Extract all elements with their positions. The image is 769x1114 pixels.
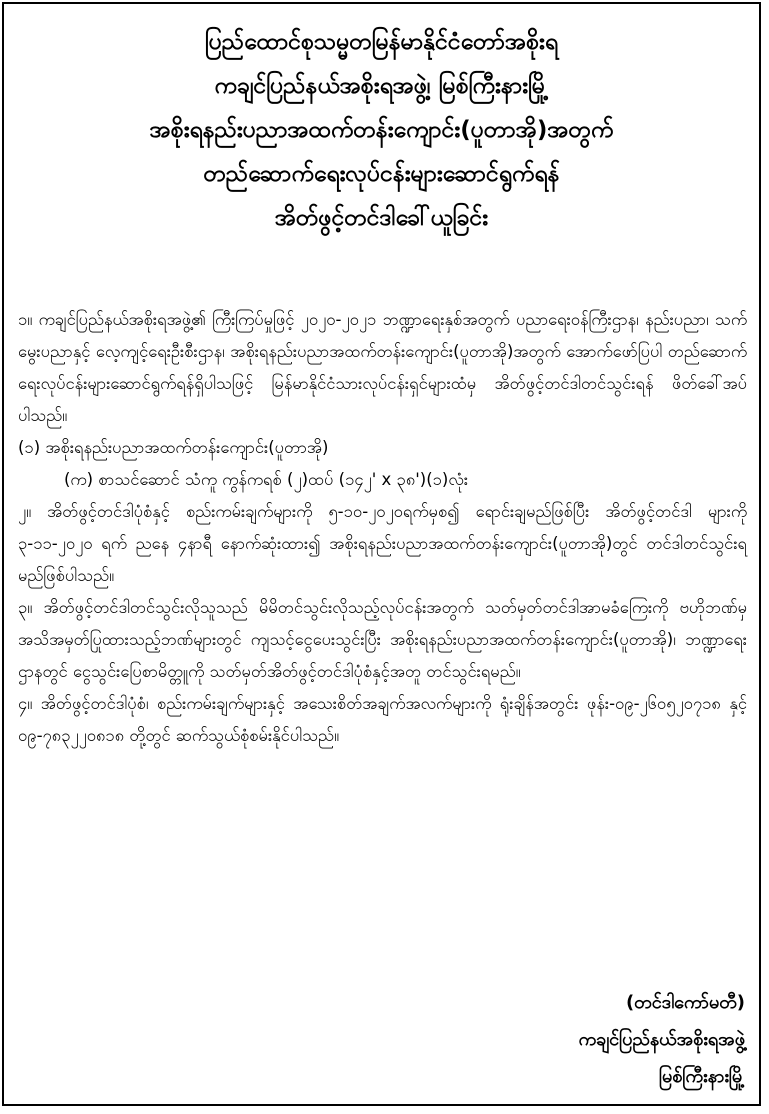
item-1-a: (က) စာသင်ဆောင် သံကူ ကွန်ကရစ် (၂)ထပ် (၁၄၂' x ၃၈')(၁)လုံး <box>64 470 469 489</box>
paragraph-4: ၄။ အိတ်ဖွင့်တင်ဒါပုံစံ၊ စည်းကမ်းချက်များနှင့် အသေးစိတ်အချက်အလက်များကို ရုံးချိန်အတွင်း ဖုန်း-၀၉-၂၆၀၅၂၀၇၁၈ နှင့် ၀၉-၇၈၃၂၂၀၈၁၈ တို့တွင် ဆက်သွယ်စုံစမ်းနိုင်ပါသည်။ <box>18 694 747 745</box>
header-line-2: ကချင်ပြည်နယ်အစိုးရအဖွဲ့၊ မြစ်ကြီးနားမြို့ <box>214 73 549 99</box>
signature-committee: (တင်ဒါကော်မတီ) <box>625 992 745 1013</box>
item-1: (၁) အစိုးရနည်းပညာအထက်တန်းကျောင်း(ပူတာအို) <box>18 438 329 457</box>
tender-notice <box>2 2 761 1106</box>
paragraph-2: ၂။ အိတ်ဖွင့်တင်ဒါပုံစံနှင့် စည်းကမ်းချက်များကို ၅-၁၀-၂၀၂၀ရက်မှစ၍ ရောင်းချမည်ဖြစ်ပြီး အိတ်ဖွင့်တင်ဒါ များကို ၃-၁၁-၂၀၂၀ ရက် ညနေ ၄နာရီ နောက်ဆုံးထား၍ အစိုးရနည်းပညာအထက်တန်းကျောင်း(ပူတာအို)တွင် တင်ဒါတင်သွင်းရမည်ဖြစ်ပါသည်။ <box>18 502 747 585</box>
notice-header <box>4 4 759 240</box>
signature-city: မြစ်ကြီးနားမြို့ <box>658 1066 745 1087</box>
paragraph-1: ၁။ ကချင်ပြည်နယ်အစိုးရအဖွဲ့၏ ကြီးကြပ်မှုဖြင့် ၂၀၂၀-၂၀၂၁ ဘဏ္ဍာရေးနှစ်အတွက် ပညာရေးဝန်ကြီးဌာန၊ နည်းပညာ၊ သက်မွေးပညာနှင့် လေ့ကျင့်ရေးဦးစီးဌာန၊ အစိုးရနည်းပညာအထက်တန်းကျောင်း(ပူတာအို)အတွက် အောက်ဖော်ပြပါ တည်ဆောက်ရေးလုပ်ငန်းများဆောင်ရွက်ရန်ရှိပါသဖြင့် မြန်မာနိုင်ငံသားလုပ်ငန်းရှင်များထံမှ အိတ်ဖွင့်တင်ဒါတင်သွင်းရန် ဖိတ်ခေါ်အပ်ပါသည်။ <box>18 310 747 425</box>
paragraph-3: ၃။ အိတ်ဖွင့်တင်ဒါတင်သွင်းလိုသူသည် မိမိတင်သွင်းလိုသည့်လုပ်ငန်းအတွက် သတ်မှတ်တင်ဒါအာမခံကြေးကို ဗဟိုဘဏ်မှ အသိအမှတ်ပြုထားသည့်ဘဏ်များတွင် ကျသင့်ငွေပေးသွင်းပြီး အစိုးရနည်းပညာအထက်တန်းကျောင်း(ပူတာအို)၊ ဘဏ္ဍာရေးဌာနတွင် ငွေသွင်းပြေစာမိတ္တူကို သတ်မှတ်အိတ်ဖွင့်တင်ဒါပုံစံနှင့်အတူ တင်သွင်းရမည်။ <box>18 598 747 681</box>
header-line-4: တည်ဆောက်ရေးလုပ်ငန်းများဆောင်ရွက်ရန် <box>203 161 560 187</box>
notice-body <box>18 304 747 752</box>
header-line-3: အစိုးရနည်းပညာအထက်တန်းကျောင်း(ပူတာအို)အတွက် <box>149 117 614 143</box>
header-line-1: ပြည်ထောင်စုသမ္မတမြန်မာနိုင်ငံတော်အစိုးရ <box>204 29 559 55</box>
signature-government: ကချင်ပြည်နယ်အစိုးရအဖွဲ့ <box>578 1029 745 1050</box>
header-line-5: အိတ်ဖွင့်တင်ဒါခေါ်ယူခြင်း <box>274 205 489 231</box>
signature-block <box>579 984 745 1095</box>
